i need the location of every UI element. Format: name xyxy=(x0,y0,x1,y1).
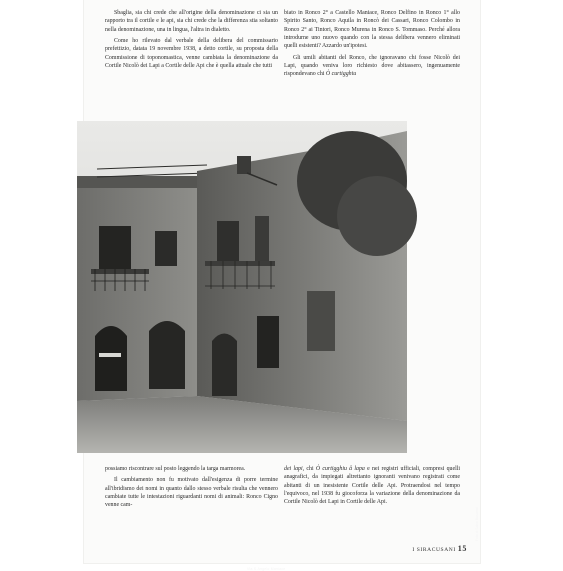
dialect-phrase: Ò curtigghiu â lapa xyxy=(315,466,365,472)
paragraph-text: Gli umili abitanti del Ronco, che ignoravano chi fosse Nicolò dei Lapi, quando veniva loro richiesto dove abitassero, ingenuamente rispondevano chi xyxy=(284,54,460,78)
courtyard-illustration xyxy=(77,121,407,453)
paragraph: biato in Ronco 2° a Castello Maniace, Ronco Delfino in Ronco 1° allo Spirito Santo, Ronco Aquila in Roncò dei Cassari, Ronco Colombo in Ronco 2° ai Tintori, Ronco Murena in Ronco S. Tommaso. Perché allora introdurne uno nuovo quando con la stessa delibera vennero eliminati quelli esistenti? Azzardo un'ipotesi. xyxy=(284,10,460,50)
paragraph: Come ho rilevato dal verbale della delibera del commissario prefettizio, datata 19 novembre 1938, a detto cortile, su proposta della Commissione di toponomastica, venne cambiata la denominazione da Cortile Nicolò dei Lapi a Cortile delle Api che è quella attuale che tutti xyxy=(105,38,278,70)
text-column-left-top xyxy=(105,9,278,73)
dialect-phrase: dei lapi xyxy=(284,466,303,472)
magazine-name: I SIRACUSANI xyxy=(412,547,456,553)
page-number: 15 xyxy=(457,544,467,553)
page-folio xyxy=(412,544,467,553)
paragraph: Sbaglia, sia chi crede che all'origine della denominazione ci sia un rapporto tra il cortile e le api, sia chi crede che la differenza stia soltanto nella denominazione, una in lingua, l'altra in dialetto. xyxy=(105,10,278,33)
dialect-phrase: Ò curtigghiu xyxy=(325,71,357,78)
text-column-right-top xyxy=(284,9,460,82)
paragraph: Il cambiamento non fu motivato dall'esigenza di porre termine all'ibridismo dei nomi in quanto dallo stesso verbale risulta che vennero cambiate tutte le intestazioni riguardanti nomi di animali: Ronco Cigno venne cam- xyxy=(105,477,278,509)
text-column-left-bottom xyxy=(105,465,278,513)
photo-caption-left: Via S.Angelo Maniace xyxy=(247,567,286,571)
photo-credit: Foto di Salvo Buscemi xyxy=(475,507,479,541)
paragraph: possiamo riscontrare sul posto leggendo la targa marmorea. xyxy=(105,466,246,472)
text-column-right-bottom xyxy=(284,465,460,510)
paragraph xyxy=(284,54,460,79)
paragraph: dei lapi, chi Ò curtigghiu â lapa e nei registri ufficiali, compresi quelli anagrafici, da impiegati altrettanto ignoranti venivano registrati come abitanti di un inesistente Cortile delle Api. Protraendosi nel tempo l'equivoco, nel 1938 fu giocoforza la variazione della denominazione da Cortile Nicolò dei Lapi in Cortile delle Api. xyxy=(284,466,460,506)
